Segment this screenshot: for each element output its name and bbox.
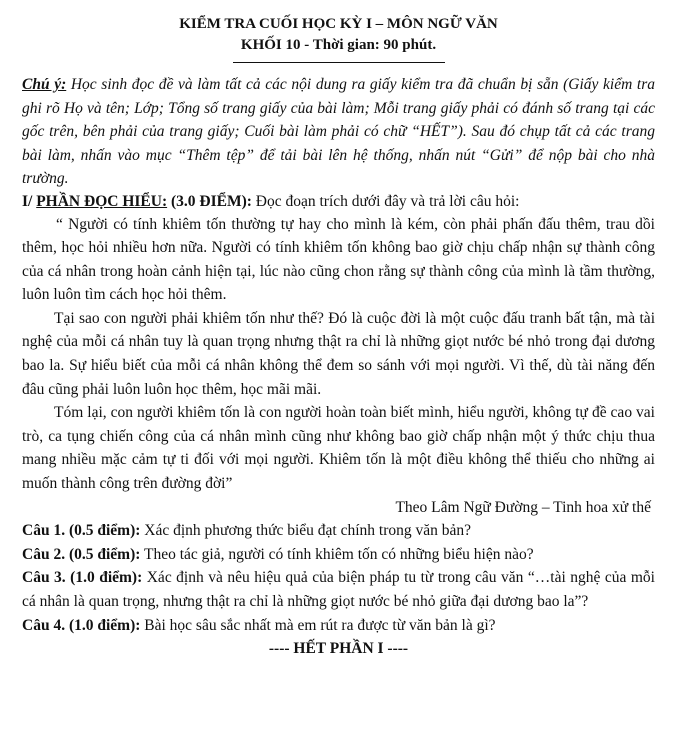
instruction-note xyxy=(22,73,655,191)
note-text: Học sinh đọc đề và làm tất cả các nội dung ra giấy kiểm tra đã chuẩn bị sẵn (Giấy kiểm tra ghi rõ Họ và tên; Lớp; Tổng số trang giấy của bài làm; Mỗi trang giấy phải có đánh số trang tại các gốc trên, bên phải của trang giấy; Cuối bài làm phải có chữ “HẾT”). Sau đó chụp tất cả các trang bài làm, nhấn vào mục “Thêm tệp” để tải bài lên hệ thống, nhấn nút “Gửi” để nộp bài cho nhà trường. xyxy=(22,76,655,187)
question-text: Xác định phương thức biểu đạt chính trong văn bản? xyxy=(140,522,472,540)
question-label: Câu 1. (0.5 điểm): xyxy=(22,522,141,540)
section-end-marker: ---- HẾT PHẦN I ---- xyxy=(268,640,409,658)
question-text: Bài học sâu sắc nhất mà em rút ra được từ văn bản là gì? xyxy=(140,616,496,634)
header-divider xyxy=(233,62,445,63)
section-instruction: Đọc đoạn trích dưới đây và trả lời câu hỏi: xyxy=(251,192,520,210)
question-2 xyxy=(22,543,655,567)
question-text: Xác định và nêu hiệu quả của biện pháp tu từ trong câu văn “…tài nghệ của mỗi cá nhân là quan trọng, nhưng thật ra chỉ là những giọt nước bé nhỏ giữa đại dương bao la”? xyxy=(22,569,655,610)
question-text: Theo tác giả, người có tính khiêm tốn có những biểu hiện nào? xyxy=(140,545,534,563)
exam-subtitle: KHỐI 10 - Thời gian: 90 phút. xyxy=(240,37,437,53)
section-heading xyxy=(22,191,655,213)
question-label: Câu 3. (1.0 điểm): xyxy=(22,569,143,587)
passage-paragraph: Tại sao con người phải khiêm tốn như thế? Đó là cuộc đời là một cuộc đấu tranh bất tận, mà tài nghệ của mỗi cá nhân tuy là quan trọng nhưng thật ra chỉ là những giọt nước bé nhỏ trong đại dương bao la. Sự hiểu biết của mỗi cá nhân không thể đem so sánh với mọi người. Vì thế, dù tài năng đến đâu cũng phải luôn luôn học thêm, học mãi mãi. xyxy=(22,309,655,398)
passage-paragraph: “ Người có tính khiêm tốn thường tự hay cho mình là kém, còn phải phấn đấu thêm, trau dồi thêm, học hỏi nhiều hơn nữa. Người có tính khiêm tốn không bao giờ chịu chấp nhận sự thành công của cá nhân trong hoàn cảnh hiện tại, lúc nào cũng chon rằng sự thành công của mình là tầm thường, luôn luôn tìm cách học hỏi thêm. xyxy=(22,215,655,304)
question-label: Câu 2. (0.5 điểm): xyxy=(22,545,141,563)
note-label: Chú ý: xyxy=(22,76,67,93)
passage-paragraph: Tóm lại, con người khiêm tốn là con người hoàn toàn biết mình, hiểu người, không tự đề cao vai trò, ca tụng chiến công của cá nhân mình cũng như không bao giờ chấp nhận một ý thức chịu thua mang nhiều mặc cảm tự ti đối với mọi người. Khiêm tốn là một điều không thể thiếu cho những ai muốn thành công trên đường đời” xyxy=(22,404,655,493)
section-prefix: I/ xyxy=(22,192,37,210)
section-title: PHẦN ĐỌC HIỂU: xyxy=(36,192,168,210)
exam-title: KIỂM TRA CUỐI HỌC KỲ I – MÔN NGỮ VĂN xyxy=(179,16,498,32)
question-1 xyxy=(22,519,655,543)
question-4 xyxy=(22,614,655,638)
passage-source: Theo Lâm Ngữ Đường – Tinh hoa xử thế xyxy=(395,498,651,516)
question-label: Câu 4. (1.0 điểm): xyxy=(22,616,141,634)
question-3 xyxy=(22,566,655,613)
section-points: (3.0 ĐIỂM): xyxy=(167,192,252,210)
